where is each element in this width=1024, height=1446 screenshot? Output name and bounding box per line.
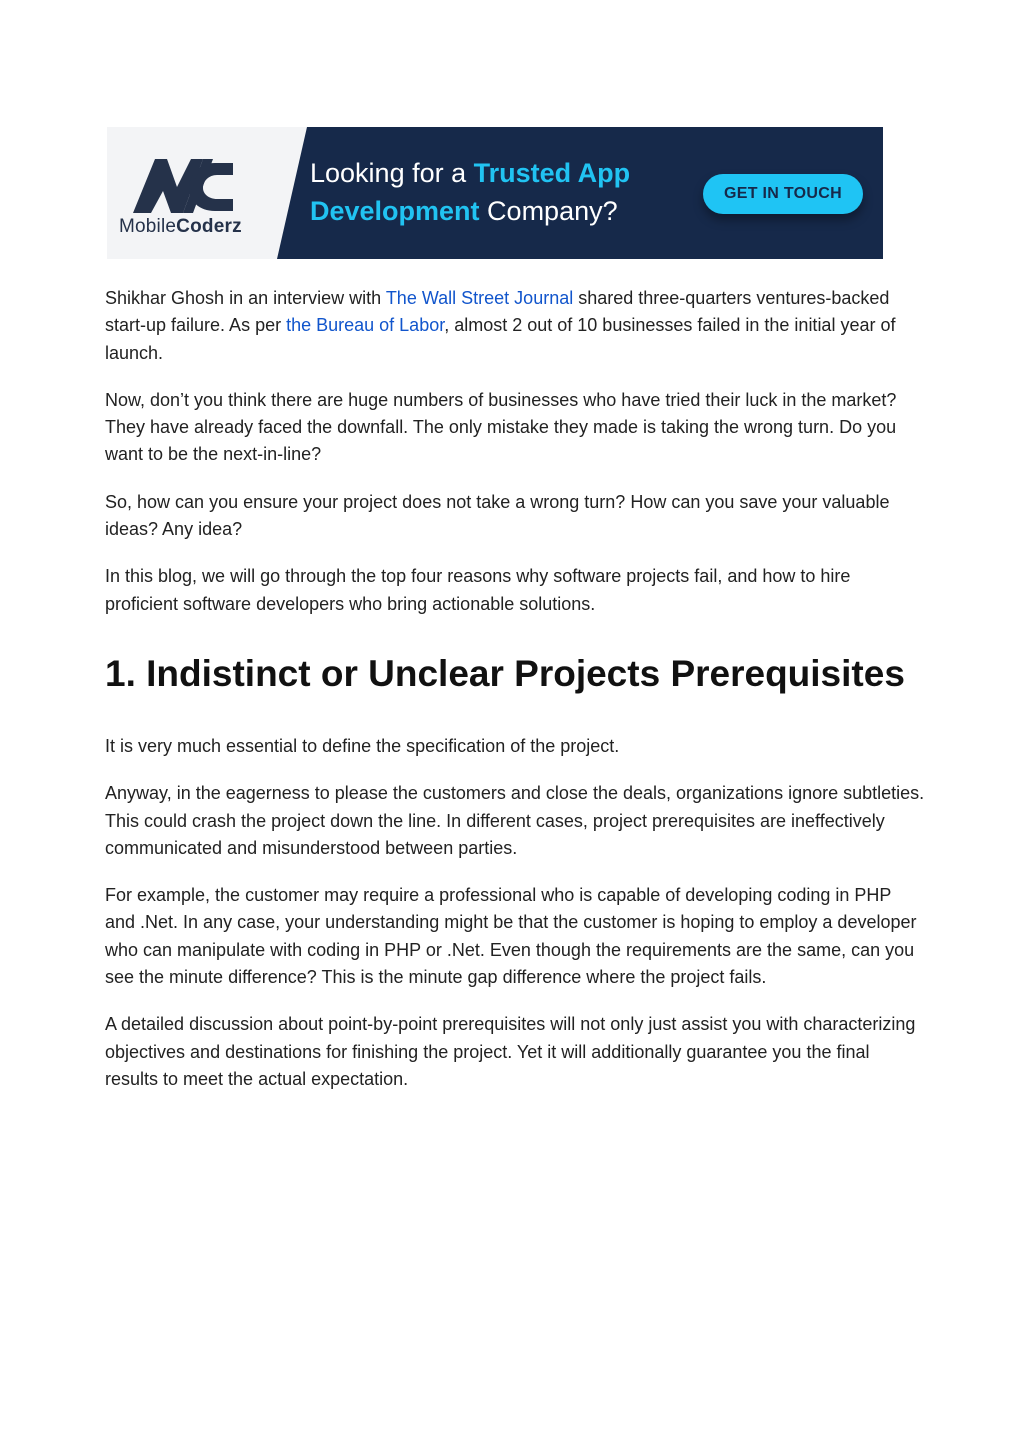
- headline-text-1: Looking for a: [310, 158, 474, 188]
- logo-panel: [107, 127, 277, 259]
- logo-text-bold: Coderz: [176, 216, 242, 237]
- paragraph-2: Now, don’t you think there are huge numbers of businesses who have tried their luck in the market? They have already faced the downfall. The only mistake they made is taking the wrong turn. Do you want to be the next-in-line?: [105, 389, 897, 465]
- logo-wordmark: [119, 216, 242, 238]
- article-body: [105, 285, 925, 1113]
- paragraph-intro: [105, 285, 925, 367]
- p1-text-b: shared three-quarters ventures-backed start-up failure. As per: [105, 288, 890, 336]
- section-heading: 1. Indistinct or Unclear Projects Prerequisites: [105, 652, 905, 694]
- logo-text-light: Mobile: [119, 216, 177, 237]
- paragraph-4: In this blog, we will go through the top four reasons why software projects fail, and how to hire proficient software developers who bring actionable solutions.: [105, 566, 851, 614]
- mobilecoderz-logo-icon: [133, 153, 237, 213]
- headline-text-2: Company?: [479, 196, 618, 226]
- p1-text-c: , almost 2 out of 10 businesses failed in the initial year of launch.: [105, 315, 896, 363]
- bureau-of-labor-link[interactable]: the Bureau of Labor: [286, 315, 445, 336]
- wall-street-journal-link[interactable]: The Wall Street Journal: [385, 288, 574, 308]
- get-in-touch-button[interactable]: GET IN TOUCH: [703, 174, 863, 214]
- headline-accent-1: Trusted App: [473, 158, 631, 188]
- p1-text-a: Shikhar Ghosh in an interview with: [105, 288, 386, 308]
- headline-accent-2: Development: [310, 196, 480, 226]
- banner-headline: [310, 154, 710, 230]
- ad-banner[interactable]: [107, 127, 883, 259]
- paragraph-8: A detailed discussion about point-by-point prerequisites will not only just assist you with characterizing objectives and destinations for finishing the project. Yet it will additionally guarantee you the final results to meet the actual expectation.: [105, 1014, 916, 1089]
- paragraph-6: Anyway, in the eagerness to please the customers and close the deals, organizations ignore subtleties. This could crash the project down the line. In different cases, project prerequisites are ineffectively communicated and misunderstood between parties.: [105, 783, 925, 858]
- paragraph-3: So, how can you ensure your project does not take a wrong turn? How can you save your valuable ideas? Any idea?: [105, 491, 890, 540]
- paragraph-7: For example, the customer may require a professional who is capable of developing coding in PHP and .Net. In any case, your understanding might be that the customer is hoping to employ a developer who can manipulate with coding in PHP or .Net. Even though the requirements are the same, can you see the minute difference? This is the minute gap difference where the project fails.: [105, 885, 917, 988]
- paragraph-5: It is very much essential to define the specification of the project.: [105, 735, 620, 756]
